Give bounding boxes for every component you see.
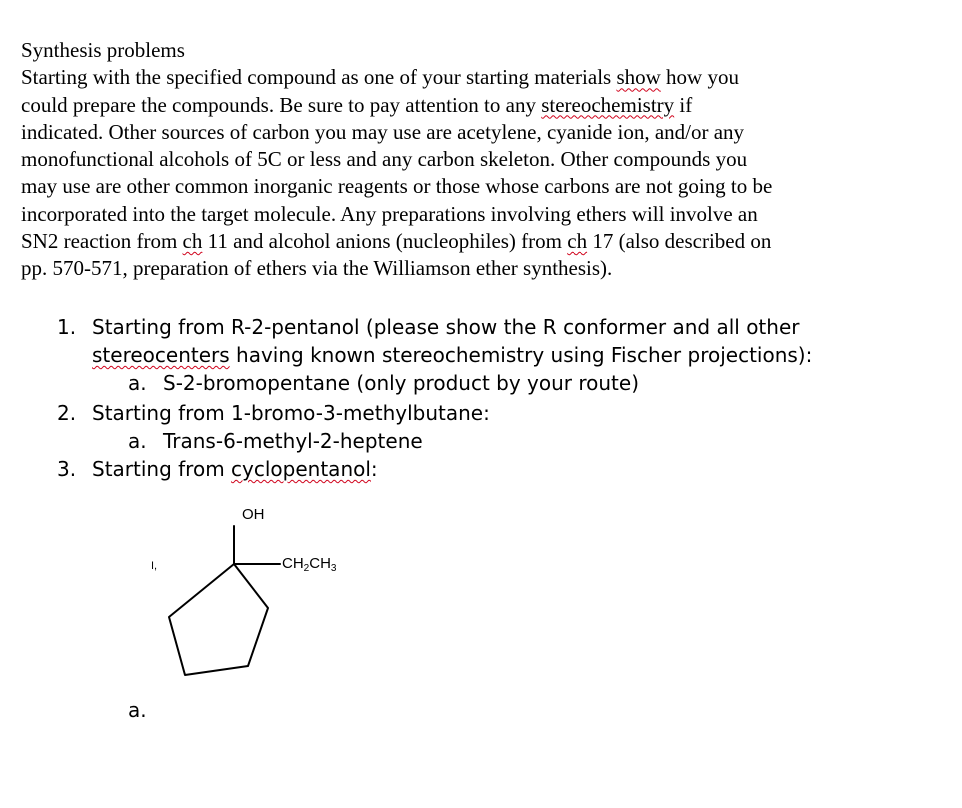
stray-tick-mark: I, bbox=[151, 560, 158, 572]
problem-1-text: Starting from R-2-pentanol (please show the R conformer and all other bbox=[92, 315, 800, 339]
spellcheck-flag-stereocenters: stereocenters bbox=[92, 343, 230, 367]
problem-3-number: 3. bbox=[57, 457, 77, 481]
problem-3a-label: a. bbox=[128, 698, 147, 722]
problem-2-number: 2. bbox=[57, 401, 77, 425]
instructions-line-2: could prepare the compounds. Be sure to pay attention to any stereochemistry if bbox=[21, 92, 693, 117]
instructions-line-5: may use are other common inorganic reagents or those whose carbons are not going to be bbox=[21, 174, 773, 199]
section-title: Synthesis problems bbox=[21, 38, 185, 62]
spellcheck-flag-show: show bbox=[616, 65, 661, 90]
oh-label: OH bbox=[242, 506, 265, 523]
instructions-line-8: pp. 570-571, preparation of ethers via the Williamson ether synthesis). bbox=[21, 256, 613, 281]
ethyl-label: $CH_2CH_3$ bbox=[282, 555, 337, 574]
spellcheck-flag-ch-1: ch bbox=[182, 229, 203, 254]
problem-3-text: Starting from cyclopentanol: bbox=[92, 457, 378, 481]
problem-1a-label: a. bbox=[128, 371, 147, 395]
problem-2a-label: a. bbox=[128, 429, 147, 453]
instructions-line-6: incorporated into the target molecule. Any preparations involving ethers will involve an bbox=[21, 201, 758, 226]
cyclopentane-ring-drawing bbox=[150, 500, 390, 690]
instructions-line-4: monofunctional alcohols of 5C or less and any carbon skeleton. Other compounds you bbox=[21, 147, 748, 172]
problem-1a-text: S-2-bromopentane (only product by your route) bbox=[163, 371, 640, 395]
cyclopentane-ring bbox=[169, 564, 268, 675]
instructions-block bbox=[21, 37, 941, 283]
spellcheck-flag-stereochemistry: stereochemistry bbox=[541, 92, 675, 117]
spellcheck-flag-cyclopentanol: cyclopentanol bbox=[231, 457, 371, 481]
cyclopentanol-structure bbox=[150, 500, 390, 690]
spellcheck-flag-ch-2: ch bbox=[567, 229, 588, 254]
problem-2-text: Starting from 1-bromo-3-methylbutane: bbox=[92, 401, 490, 425]
instructions-line-7: SN2 reaction from ch 11 and alcohol anions (nucleophiles) from ch 17 (also described on bbox=[21, 229, 772, 254]
problem-2a-text: Trans-6-methyl-2-heptene bbox=[163, 429, 423, 453]
instructions-line-3: indicated. Other sources of carbon you may use are acetylene, cyanide ion, and/or any bbox=[21, 119, 745, 144]
problem-1-text-line-2: stereocenters having known stereochemistry using Fischer projections): bbox=[92, 343, 813, 367]
problem-1-number: 1. bbox=[57, 315, 77, 339]
instructions-line-1: Starting with the specified compound as one of your starting materials show how you bbox=[21, 65, 739, 90]
